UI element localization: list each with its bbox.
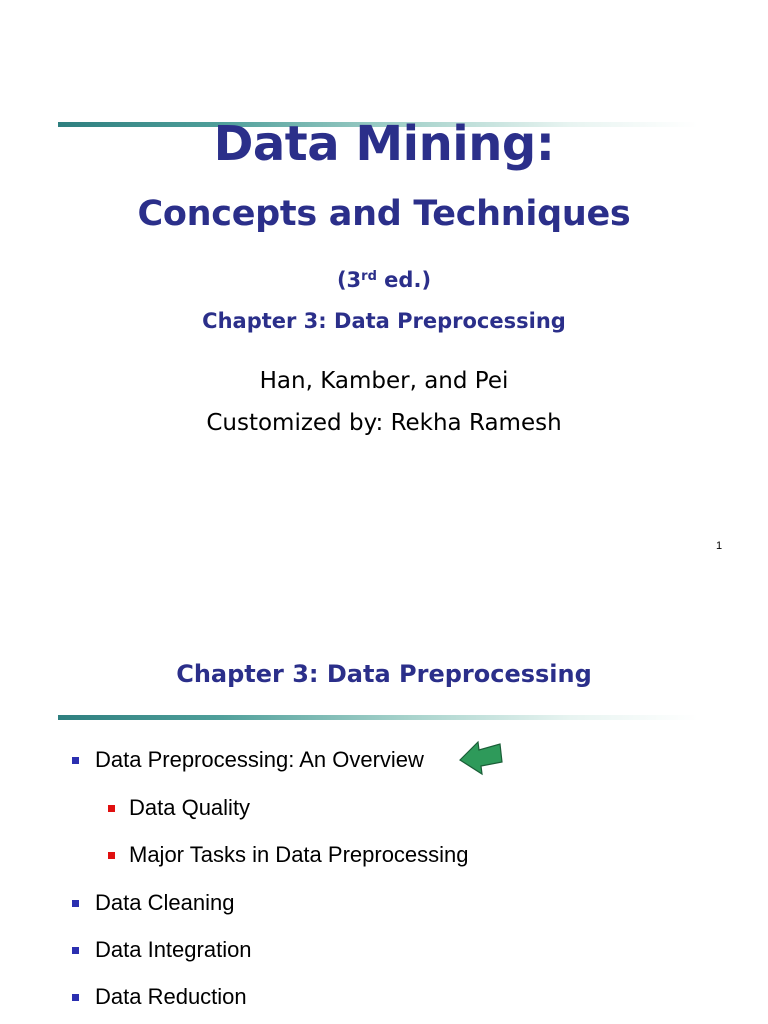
customized-by-line: Customized by: Rekha Ramesh (206, 410, 562, 436)
slide-subtitle: Concepts and Techniques (137, 194, 631, 234)
list-item: Data Cleaning (72, 890, 234, 916)
list-item: Data Integration (72, 937, 252, 963)
blue-bullet-icon (72, 900, 79, 907)
blue-bullet-icon (72, 947, 79, 954)
outline-title: Chapter 3: Data Preprocessing (176, 660, 592, 688)
authors-line: Han, Kamber, and Pei (259, 368, 509, 394)
list-item: Major Tasks in Data Preprocessing (108, 842, 469, 868)
blue-bullet-icon (72, 757, 79, 764)
list-item: Data Reduction (72, 984, 247, 1010)
list-item: Data Quality (108, 795, 250, 821)
green-left-arrow-icon (458, 738, 504, 776)
blue-bullet-icon (72, 994, 79, 1001)
outline-rule (58, 715, 698, 720)
list-item: Data Preprocessing: An Overview (72, 747, 424, 773)
outline-slide (0, 570, 768, 1024)
red-bullet-icon (108, 805, 115, 812)
edition-label: (3rd ed.) (336, 268, 432, 292)
slide-title: Data Mining: (213, 116, 555, 172)
red-bullet-icon (108, 852, 115, 859)
chapter-title: Chapter 3: Data Preprocessing (202, 309, 566, 333)
page-number: 1 (716, 540, 723, 552)
author-block (0, 360, 768, 444)
